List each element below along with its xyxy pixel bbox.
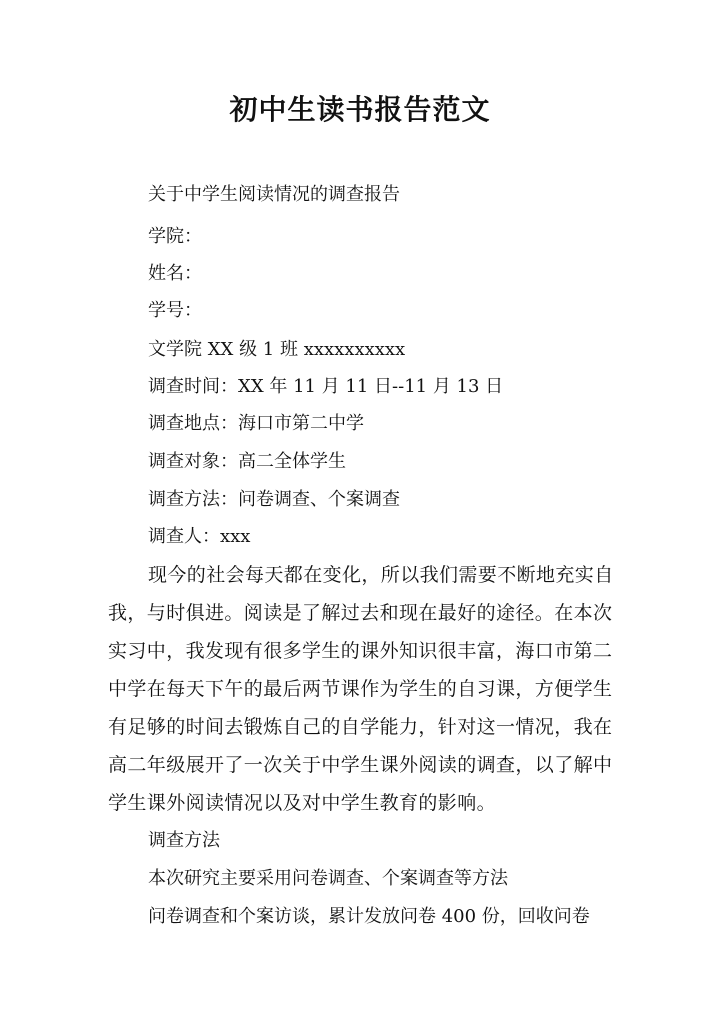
survey-subject-line: 调查对象：高二全体学生 (148, 451, 346, 472)
survey-time-line: 调查时间：XX 年 11 月 11 日--11 月 13 日 (148, 376, 504, 397)
section-heading: 调查方法 (148, 830, 220, 851)
paragraph-line: 中学在每天下午的最后两节课作为学生的自习课，方便学生 (108, 678, 613, 700)
name-field: 姓名： (148, 263, 202, 284)
surveyor-line: 调查人：xxx (148, 526, 251, 547)
method-description: 本次研究主要采用问卷调查、个案调查等方法 (148, 868, 508, 889)
paragraph-line: 高二年级展开了一次关于中学生课外阅读的调查，以了解中 (108, 754, 613, 776)
paragraph-line: 问卷调查和个案访谈，累计发放问卷 400 份，回收问卷 (148, 906, 590, 927)
document-title: 初中生读书报告范文 (229, 93, 491, 126)
survey-method-line: 调查方法：问卷调查、个案调查 (148, 489, 400, 510)
paragraph-line: 学生课外阅读情况以及对中学生教育的影响。 (108, 792, 497, 814)
survey-location-line: 调查地点：海口市第二中学 (148, 413, 364, 434)
paragraph-line: 有足够的时间去锻炼自己的自学能力，针对这一情况，我在 (108, 716, 613, 738)
student-id-field: 学号： (148, 300, 202, 321)
paragraph-line: 现今的社会每天都在变化，所以我们需要不断地充实自 (148, 564, 614, 586)
college-field: 学院： (148, 226, 202, 247)
report-subtitle: 关于中学生阅读情况的调查报告 (148, 184, 400, 205)
paragraph-line: 实习中，我发现有很多学生的课外知识很丰富，海口市第二 (108, 640, 613, 662)
paragraph-line: 我，与时俱进。阅读是了解过去和现在最好的途径。在本次 (108, 602, 613, 624)
class-info-line: 文学院 XX 级 1 班 xxxxxxxxxx (148, 339, 406, 360)
